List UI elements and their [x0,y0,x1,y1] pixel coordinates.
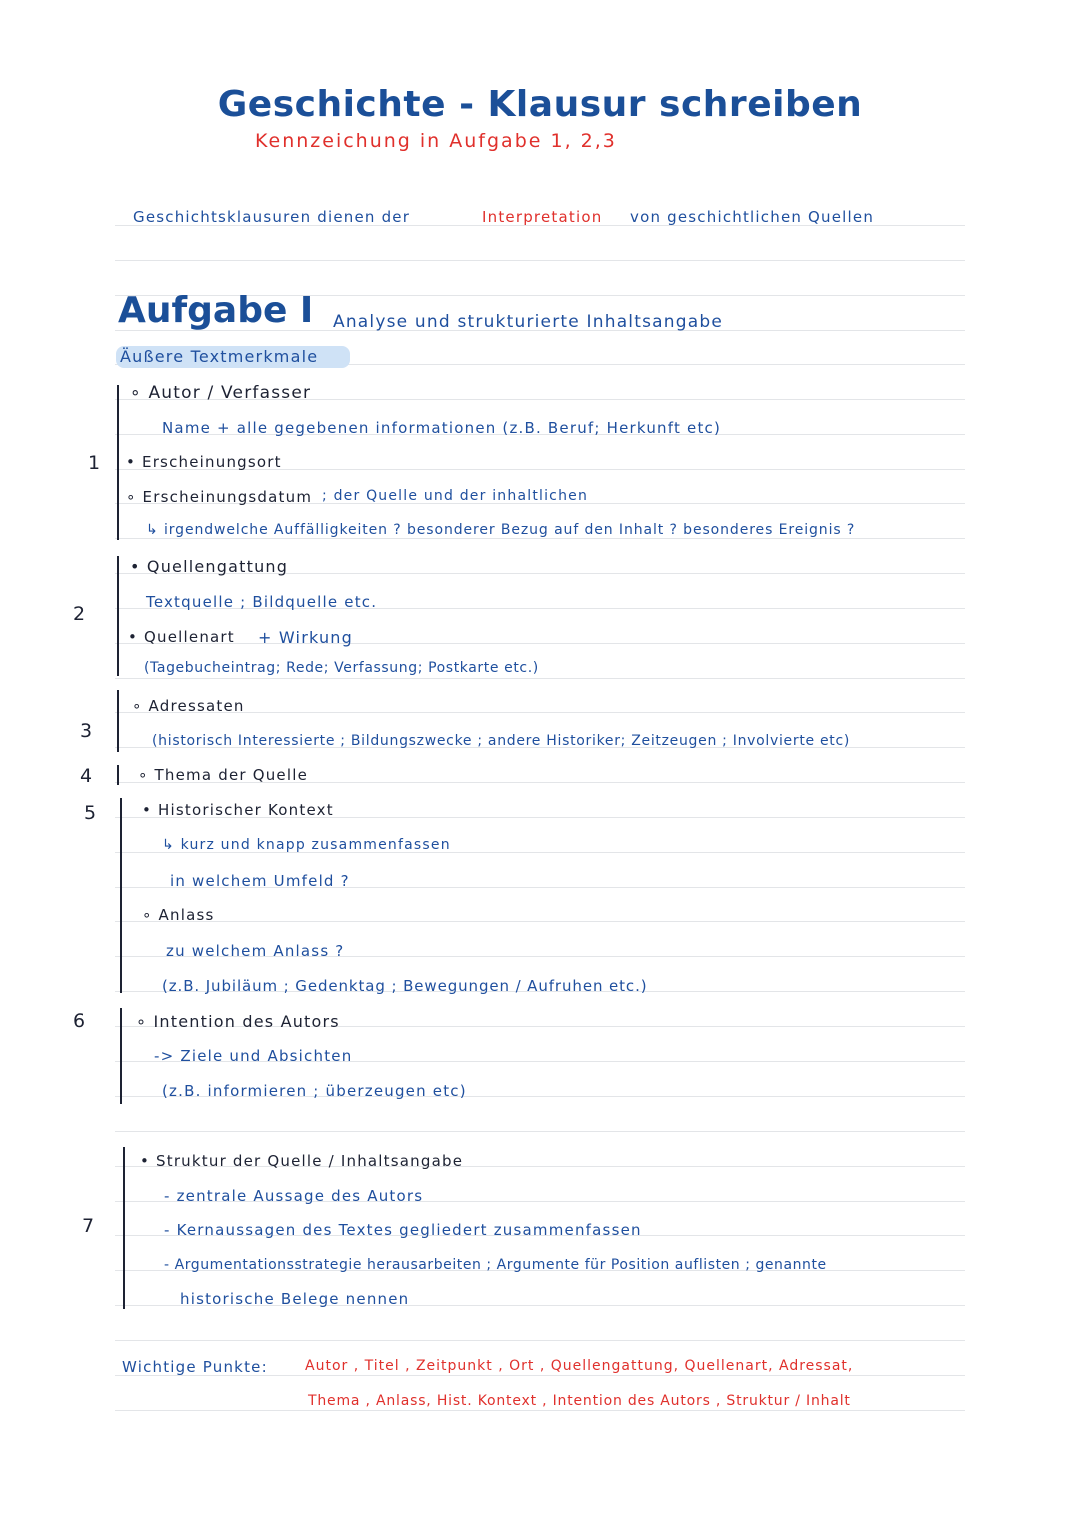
ruled-line [115,678,965,679]
group-bar-4 [117,765,119,785]
ruled-line [115,921,965,922]
item-art-detail: (Tagebucheintrag; Rede; Verfassung; Postkarte etc.) [144,660,539,676]
item-struktur-detail-4: historische Belege nennen [180,1290,410,1308]
group-bar-6 [120,1008,122,1104]
item-quellengattung: • Quellengattung [130,557,289,576]
item-kontext-detail-2: in welchem Umfeld ? [170,872,350,890]
item-struktur-detail-2: - Kernaussagen des Textes gegliedert zusammenfassen [164,1221,642,1239]
important-label: Wichtige Punkte: [122,1358,268,1376]
group-bar-1 [117,385,119,540]
item-autor: ∘ Autor / Verfasser [130,383,312,403]
important-line-2: Thema , Anlass, Hist. Kontext , Intention des Autors , Struktur / Inhalt [308,1393,851,1409]
intro-text-c: von geschichtlichen Quellen [630,208,875,226]
item-struktur-detail-3: - Argumentationsstrategie herausarbeiten ; Argumente für Position auflisten ; genannte [164,1257,827,1273]
item-datum-detail: ↳ irgendwelche Auffälligkeiten ? besonderer Bezug auf den Inhalt ? besonderes Ereignis ? [146,522,856,538]
item-datum-note: ; der Quelle und der inhaltlichen [322,488,589,504]
item-intention-detail-2: (z.B. informieren ; überzeugen etc) [162,1082,467,1100]
item-erscheinungsdatum: ∘ Erscheinungsdatum [126,488,313,506]
group-bar-2 [117,556,119,676]
ruled-line [115,1131,965,1132]
important-line-1: Autor , Titel , Zeitpunkt , Ort , Quellengattung, Quellenart, Adressat, [305,1358,854,1374]
margin-number-7: 7 [82,1215,95,1237]
ruled-line [115,260,965,261]
item-adressaten-detail: (historisch Interessierte ; Bildungszwecke ; andere Historiker; Zeitzeugen ; Involvierte etc) [152,733,851,749]
item-autor-detail: Name + alle gegebenen informationen (z.B. Beruf; Herkunft etc) [162,419,722,437]
group-bar-3 [117,690,119,752]
intro-text-highlight: Interpretation [482,208,603,226]
item-quellenart: • Quellenart [128,628,235,646]
margin-number-6: 6 [73,1010,86,1032]
section-subheading: Analyse und strukturierte Inhaltsangabe [333,312,724,332]
ruled-line [115,538,965,539]
ruled-line [115,1340,965,1341]
item-historischer-kontext: • Historischer Kontext [142,801,334,819]
subsection-heading: Äußere Textmerkmale [120,347,319,366]
item-anlass-detail-1: zu welchem Anlass ? [166,942,345,960]
group-bar-7 [123,1147,125,1309]
item-quellenart-plus: + Wirkung [258,628,353,647]
margin-number-3: 3 [80,720,93,742]
intro-text-a: Geschichtsklausuren dienen der [133,208,411,226]
item-intention: ∘ Intention des Autors [136,1012,340,1031]
item-gattung-detail: Textquelle ; Bildquelle etc. [146,593,378,611]
margin-number-1: 1 [88,452,101,474]
section-heading: Aufgabe I [118,290,314,331]
item-struktur: • Struktur der Quelle / Inhaltsangabe [140,1152,464,1170]
item-intention-detail-1: -> Ziele und Absichten [154,1047,353,1065]
item-anlass: ∘ Anlass [142,906,215,924]
ruled-line [115,1410,965,1411]
ruled-line [115,643,965,644]
margin-number-4: 4 [80,765,93,787]
margin-number-2: 2 [73,603,86,625]
item-anlass-detail-2: (z.B. Jubiläum ; Gedenktag ; Bewegungen / Aufruhen etc.) [162,977,648,995]
page-subtitle: Kennzeichung in Aufgabe 1, 2,3 [255,130,617,152]
page-title: Geschichte - Klausur schreiben [217,84,863,125]
item-thema: ∘ Thema der Quelle [138,766,309,784]
item-struktur-detail-1: - zentrale Aussage des Autors [164,1187,424,1205]
group-bar-5 [120,798,122,993]
item-adressaten: ∘ Adressaten [132,697,245,715]
margin-number-5: 5 [84,802,97,824]
item-kontext-detail-1: ↳ kurz und knapp zusammenfassen [162,837,451,853]
item-erscheinungsort: • Erscheinungsort [126,453,282,471]
